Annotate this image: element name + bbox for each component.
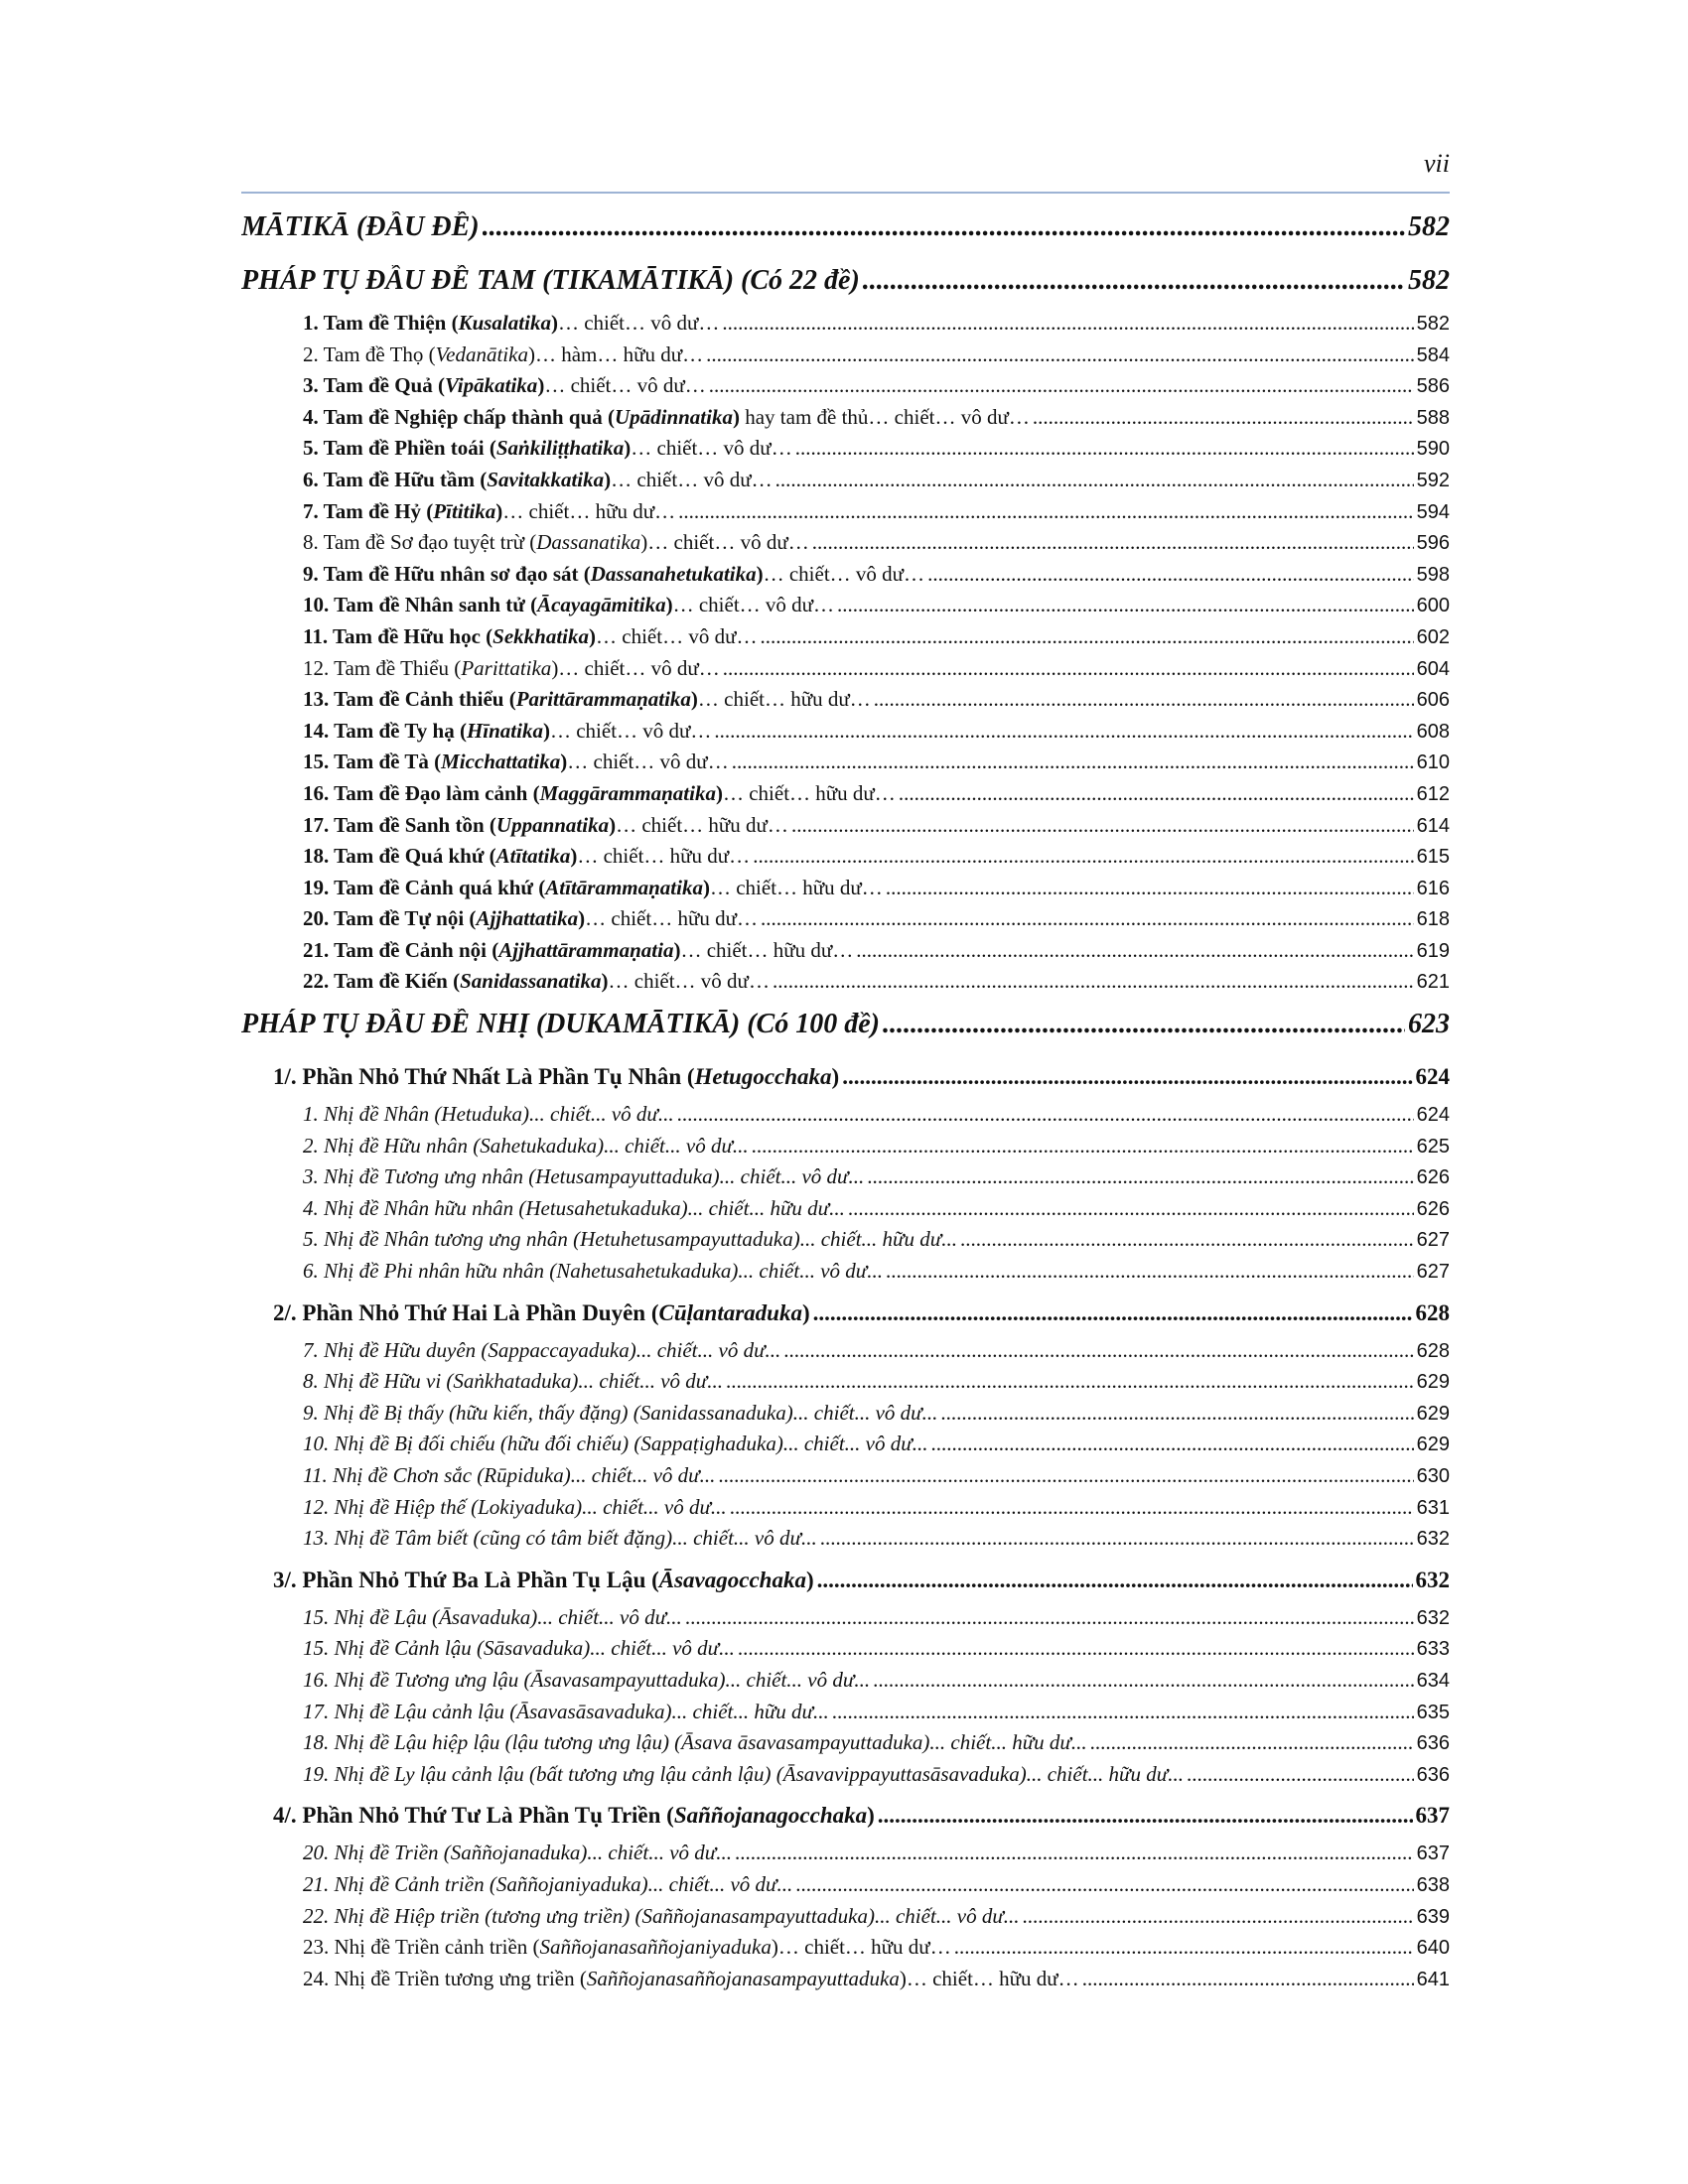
entry-pali: Atītārammaṇatika (545, 875, 703, 899)
dot-leader (722, 311, 1413, 336)
toc-entry[interactable] (241, 468, 1450, 499)
toc-section[interactable] (241, 1568, 1450, 1605)
dot-leader (848, 1196, 1414, 1221)
toc-entry[interactable] (241, 405, 1450, 437)
toc-entry-label: 3. Nhị đề Tương ưng nhân (Hetusampayuttaduka)... chiết... vô dư... (303, 1164, 865, 1189)
dot-leader (930, 1432, 1413, 1456)
toc-entry-label: 14. Tam đề Ty hạ (Hīnatika)… chiết… vô dư… (303, 718, 712, 743)
page-number: vii (1424, 149, 1450, 178)
toc-entry-label: 9. Tam đề Hữu nhân sơ đạo sát (Dassanahetukatika)… chiết… vô dư… (303, 561, 925, 586)
toc-entry-label: 18. Nhị đề Lậu hiệp lậu (lậu tương ưng lậu) (Āsava āsavasampayuttaduka)... chiết... hữu dư... (303, 1730, 1087, 1755)
toc-entry-label: 15. Nhị đề Lậu (Āsavaduka)... chiết... vô dư... (303, 1604, 682, 1629)
entry-name: 10. Tam đề Nhân sanh tử (Ācayagāmitika) (303, 593, 673, 617)
dot-leader (752, 1134, 1414, 1159)
toc-heading-tika[interactable] (241, 265, 1450, 311)
toc-entry[interactable] (241, 311, 1450, 342)
toc-entry[interactable] (241, 373, 1450, 405)
entry-name: 4. Tam đề Nghiệp chấp thành quả (Upādinnatika) (303, 404, 740, 429)
entry-pali: Saññojanasaññojanasampayuttaduka (586, 1966, 900, 1990)
toc-entry[interactable] (241, 1164, 1450, 1196)
entry-name: 16. Tam đề Đạo làm cảnh (Maggārammaṇatika) (303, 780, 723, 805)
toc-entry-label: 4. Nhị đề Nhân hữu nhân (Hetusahetukaduka)... chiết... hữu dư... (303, 1195, 845, 1220)
toc-entry-label: 19. Nhị đề Ly lậu cảnh lậu (bất tương ưng lậu cảnh lậu) (Āsavavippayuttasāsavaduka)... chiết... hữu dư... (303, 1761, 1184, 1786)
toc-entry-label: 9. Nhị đề Bị thấy (hữu kiến, thấy đặng) (Sanidassanaduka)... chiết... vô dư... (303, 1400, 938, 1425)
toc-entry-label: 20. Nhị đề Triền (Saññojanaduka)... chiết... vô dư... (303, 1841, 732, 1865)
entry-name: 11. Tam đề Hữu học (Sekkhatika) (303, 623, 597, 648)
section-pali: Saññojanagocchaka (673, 1803, 868, 1829)
dot-leader (678, 499, 1414, 524)
dot-leader (732, 750, 1414, 774)
entry-name: 15. Tam đề Tà (Micchattatika) (303, 750, 568, 774)
toc-section-label: 2/. Phần Nhỏ Thứ Hai Là Phần Duyên (Cūḷantaraduka) (273, 1299, 810, 1325)
toc-entry-page: 598 (1416, 563, 1450, 586)
toc-entry-page: 606 (1416, 689, 1450, 712)
toc-heading-duka[interactable] (241, 1009, 1450, 1054)
toc-entry-page: 634 (1416, 1669, 1450, 1692)
dot-leader (1082, 1967, 1414, 1991)
toc-entry-page: 592 (1416, 469, 1450, 491)
dot-leader (1023, 1904, 1414, 1929)
toc-entry-page: 627 (1416, 1229, 1450, 1252)
toc-entry-label: 8. Nhị đề Hữu vi (Saṅkhataduka)... chiết... vô dư... (303, 1369, 723, 1394)
toc-entry[interactable] (241, 1495, 1450, 1527)
dot-leader (735, 1841, 1414, 1865)
toc-heading-tika-label: PHÁP TỤ ĐẦU ĐỀ TAM (TIKAMĀTIKĀ) (Có 22 đề) (241, 265, 860, 296)
dot-leader (832, 1700, 1414, 1724)
toc-entry[interactable] (241, 1841, 1450, 1872)
toc-entry-label: 5. Nhị đề Nhân tương ưng nhân (Hetuhetusampayuttaduka)... chiết... hữu dư... (303, 1227, 957, 1252)
toc-entry-page: 633 (1416, 1638, 1450, 1661)
toc-entry[interactable] (241, 1338, 1450, 1370)
toc-section-page: 632 (1415, 1567, 1450, 1592)
toc-entry[interactable] (241, 687, 1450, 719)
toc-entry[interactable] (241, 1134, 1450, 1165)
dot-leader (730, 1495, 1414, 1520)
dot-leader (706, 342, 1413, 367)
toc-entry-page: 636 (1416, 1732, 1450, 1755)
toc-section[interactable] (241, 1803, 1450, 1841)
entry-pali: Dassanatika (536, 530, 641, 555)
toc-entry-label: 1. Nhị đề Nhân (Hetuduka)... chiết... vô dư... (303, 1102, 674, 1127)
toc-entry-label: 23. Nhị đề Triền cảnh triền (Saññojanasaññojaniyaduka)… chiết… hữu dư… (303, 1935, 951, 1960)
toc-entry-label: 1. Tam đề Thiện (Kusalatika)… chiết… vô dư… (303, 311, 720, 335)
dot-leader (709, 373, 1414, 398)
toc-entry[interactable] (241, 1369, 1450, 1401)
toc-entry-label: 22. Nhị đề Hiệp triền (tương ưng triền) (Saññojanasampayuttaduka)... chiết... vô dư... (303, 1903, 1020, 1928)
dot-leader (960, 1227, 1414, 1252)
dot-leader (738, 1636, 1414, 1661)
entry-name: 20. Tam đề Tự nội (Ajjhattatika) (303, 906, 586, 931)
toc-entry[interactable] (241, 1872, 1450, 1904)
toc-entry-page: 619 (1416, 939, 1450, 962)
entry-pali: Vipākatika (444, 373, 538, 398)
toc-entry-page: 600 (1416, 595, 1450, 617)
toc-entry-label: 6. Tam đề Hữu tầm (Savitakkatika)… chiết… vô dư… (303, 467, 773, 491)
dot-leader (820, 1526, 1414, 1551)
section-pali: Cūḷantaraduka (658, 1299, 802, 1325)
toc-entry-label: 19. Tam đề Cảnh quá khứ (Atītārammaṇatika)… chiết… hữu dư… (303, 875, 883, 899)
entry-name: 7. Tam đề Hỷ (Pītitika) (303, 498, 503, 523)
toc-heading-matika-label: MĀTIKĀ (ĐẦU ĐỀ) (241, 211, 480, 242)
toc-entry-page: 629 (1416, 1402, 1450, 1425)
header-rule (241, 192, 1450, 194)
toc-entry-label: 7. Tam đề Hỷ (Pītitika)… chiết… hữu dư… (303, 498, 676, 523)
toc-entry-page: 586 (1416, 375, 1450, 398)
entry-name: 18. Tam đề Quá khứ (Atītatika) (303, 844, 578, 869)
dot-leader (726, 1369, 1414, 1394)
toc-entry-page: 582 (1416, 313, 1450, 335)
toc-entry-label: 16. Nhị đề Tương ưng lậu (Āsavasampayuttaduka)... chiết... vô dư... (303, 1667, 871, 1692)
toc-entry[interactable] (241, 1526, 1450, 1558)
toc-entry-label: 6. Nhị đề Phi nhân hữu nhân (Nahetusahetukaduka)... chiết... vô dư... (303, 1259, 883, 1284)
dot-leader (873, 1668, 1414, 1693)
toc-entry[interactable] (241, 969, 1450, 1001)
toc-entry-page: 627 (1416, 1261, 1450, 1284)
toc-entry-label: 10. Tam đề Nhân sanh tử (Ācayagāmitika)… chiết… vô dư… (303, 593, 835, 617)
entry-pali: Uppannatika (495, 812, 610, 837)
entry-pali: Micchattatika (441, 750, 561, 774)
dot-leader (791, 813, 1414, 838)
toc-section-page: 628 (1415, 1299, 1450, 1325)
toc-entry-page: 614 (1416, 814, 1450, 837)
toc-entry-page: 638 (1416, 1873, 1450, 1896)
toc-entry-page: 629 (1416, 1371, 1450, 1394)
entry-pali: Upādinnatika (614, 404, 733, 429)
toc-entry-page: 584 (1416, 343, 1450, 366)
dot-leader (837, 593, 1414, 617)
toc-entry-label: 4. Tam đề Nghiệp chấp thành quả (Upādinnatika) hay tam đề thủ… chiết… vô dư… (303, 404, 1030, 429)
toc-entry[interactable] (241, 1904, 1450, 1936)
dot-leader (856, 938, 1413, 963)
toc-entry[interactable] (241, 876, 1450, 907)
dot-leader (954, 1935, 1414, 1960)
toc-entry-page: 625 (1416, 1135, 1450, 1158)
toc-entry-page: 632 (1416, 1606, 1450, 1629)
entry-name: 5. Tam đề Phiền toái (Saṅkiliṭṭhatika) (303, 436, 632, 461)
toc-entry-label: 20. Tam đề Tự nội (Ajjhattatika)… chiết… hữu dư… (303, 906, 758, 931)
toc-entry[interactable] (241, 1227, 1450, 1259)
toc-entry-label: 11. Tam đề Hữu học (Sekkhatika)… chiết… vô dư… (303, 623, 758, 648)
toc-entry[interactable] (241, 938, 1450, 970)
dot-leader (886, 876, 1414, 900)
section-pali: Āsavagocchaka (658, 1567, 806, 1592)
dot-leader (718, 1463, 1413, 1488)
dot-leader (723, 656, 1414, 681)
toc-entry-page: 596 (1416, 532, 1450, 555)
dot-leader (863, 265, 1405, 297)
entry-pali: Ajjhattārammaṇatia (498, 937, 674, 962)
entry-pali: Sekkhatika (492, 623, 590, 648)
toc-section-page: 637 (1415, 1803, 1450, 1829)
dot-leader (795, 436, 1414, 461)
toc-section-label: 1/. Phần Nhỏ Thứ Nhất Là Phần Tụ Nhân (Hetugocchaka) (273, 1064, 840, 1090)
toc-entry[interactable] (241, 1259, 1450, 1291)
toc-entry[interactable] (241, 1463, 1450, 1495)
dot-leader (483, 211, 1405, 243)
toc-entry-page: 626 (1416, 1197, 1450, 1220)
toc-entry-label: 13. Nhị đề Tâm biết (cũng có tâm biết đặng)... chiết... vô dư... (303, 1526, 817, 1551)
entry-pali: Pītitika (433, 498, 496, 523)
entry-name: 13. Tam đề Cảnh thiểu (Parittārammaṇatika) (303, 687, 698, 712)
dot-leader (760, 624, 1413, 649)
toc-section-page: 624 (1415, 1064, 1450, 1090)
dot-leader (940, 1401, 1413, 1426)
toc-section-label: 4/. Phần Nhỏ Thứ Tư Là Phần Tụ Triền (Saññojanagocchaka) (273, 1803, 875, 1829)
toc-entry-label: 17. Tam đề Sanh tồn (Uppannatika)… chiết… hữu dư… (303, 812, 788, 837)
toc-entry[interactable] (241, 656, 1450, 688)
toc-section[interactable] (241, 1300, 1450, 1338)
dot-leader (842, 1064, 1412, 1090)
table-of-contents (241, 204, 1450, 1997)
toc-entry-label: 13. Tam đề Cảnh thiểu (Parittārammaṇatika)… chiết… hữu dư… (303, 687, 871, 712)
toc-entry-label: 2. Tam đề Thọ (Vedanātika)… hàm… hữu dư… (303, 341, 704, 366)
toc-entry-label: 18. Tam đề Quá khứ (Atītatika)… chiết… hữu dư… (303, 844, 751, 869)
dot-leader (886, 1259, 1414, 1284)
dot-leader (817, 1568, 1413, 1593)
toc-heading-duka-page: 623 (1408, 1009, 1450, 1040)
toc-entry-label: 15. Nhị đề Cảnh lậu (Sāsavaduka)... chiết... vô dư... (303, 1636, 735, 1661)
dot-leader (795, 1872, 1413, 1897)
toc-entry-page: 594 (1416, 500, 1450, 523)
dot-leader (927, 562, 1414, 587)
dot-leader (753, 844, 1413, 869)
entry-pali: Parittatika (461, 655, 552, 680)
toc-entry-page: 631 (1416, 1496, 1450, 1519)
toc-entry[interactable] (241, 1668, 1450, 1700)
toc-entry[interactable] (241, 1432, 1450, 1463)
entry-name: 6. Tam đề Hữu tầm (Savitakkatika) (303, 467, 612, 491)
toc-section-label: 3/. Phần Nhỏ Thứ Ba Là Phần Tụ Lậu (Āsavagocchaka) (273, 1567, 814, 1592)
toc-entry[interactable] (241, 1967, 1450, 1998)
toc-entry-page: 624 (1416, 1104, 1450, 1127)
toc-entry-page: 628 (1416, 1339, 1450, 1362)
dot-leader (867, 1164, 1413, 1189)
dot-leader (761, 906, 1414, 931)
entry-pali: Dassanahetukatika (590, 561, 757, 586)
toc-entry-label: 21. Nhị đề Cảnh triền (Saññojaniyaduka)... chiết... vô dư... (303, 1871, 793, 1896)
entry-pali: Sanidassanatika (460, 969, 602, 994)
entry-name: 22. Tam đề Kiến (Sanidassanatika) (303, 969, 609, 994)
toc-entry[interactable] (241, 750, 1450, 781)
toc-entry[interactable] (241, 1730, 1450, 1762)
toc-entry-page: 621 (1416, 971, 1450, 994)
toc-entry-page: 610 (1416, 751, 1450, 774)
entry-pali: Saññojanasaññojaniyaduka (539, 1935, 772, 1960)
toc-entry[interactable] (241, 1935, 1450, 1967)
toc-entry[interactable] (241, 530, 1450, 562)
toc-entry-page: 615 (1416, 846, 1450, 869)
entry-pali: Maggārammaṇatika (539, 780, 716, 805)
dot-leader (813, 1300, 1413, 1326)
entry-name: 19. Tam đề Cảnh quá khứ (Atītārammaṇatika) (303, 875, 710, 899)
entry-name: 9. Tam đề Hữu nhân sơ đạo sát (Dassanahetukatika) (303, 561, 764, 586)
dot-leader (775, 468, 1414, 492)
toc-entry-page: 640 (1416, 1937, 1450, 1960)
dot-leader (773, 969, 1414, 994)
dot-leader (714, 719, 1413, 744)
toc-heading-tika-page: 582 (1408, 265, 1450, 296)
toc-entry-label: 8. Tam đề Sơ đạo tuyệt trừ (Dassanatika)… chiết… vô dư… (303, 530, 809, 555)
toc-entry-label: 12. Tam đề Thiểu (Parittatika)… chiết… vô dư… (303, 655, 720, 680)
toc-entry[interactable] (241, 719, 1450, 751)
toc-section[interactable] (241, 1064, 1450, 1102)
toc-entry-label: 10. Nhị đề Bị đối chiếu (hữu đối chiếu) (Sappaṭighaduka)... chiết... vô dư... (303, 1432, 928, 1456)
toc-entry-page: 636 (1416, 1763, 1450, 1786)
entry-pali: Atītatika (495, 844, 571, 869)
entry-name: 21. Tam đề Cảnh nội (Ajjhattārammaṇatia) (303, 937, 681, 962)
toc-entry[interactable] (241, 342, 1450, 374)
toc-entry-label: 22. Tam đề Kiến (Sanidassanatika)… chiết… vô dư… (303, 969, 770, 994)
toc-entry-page: 602 (1416, 625, 1450, 648)
toc-entry-label: 7. Nhị đề Hữu duyên (Sappaccayaduka)... chiết... vô dư... (303, 1337, 781, 1362)
toc-entry-label: 11. Nhị đề Chơn sắc (Rūpiduka)... chiết... vô dư... (303, 1463, 716, 1487)
toc-entry-label: 3. Tam đề Quả (Vipākatika)… chiết… vô dư… (303, 373, 706, 398)
toc-entry-label: 17. Nhị đề Lậu cảnh lậu (Āsavasāsavaduka)... chiết... hữu dư... (303, 1699, 829, 1723)
toc-entry-page: 604 (1416, 657, 1450, 680)
toc-entry-label: 24. Nhị đề Triền tương ưng triền (Saññojanasaññojanasampayuttaduka)… chiết… hữu dư… (303, 1966, 1079, 1990)
toc-entry-page: 590 (1416, 438, 1450, 461)
toc-heading-matika-page: 582 (1408, 211, 1450, 242)
dot-leader (677, 1102, 1414, 1127)
toc-entry-label: 16. Tam đề Đạo làm cảnh (Maggārammaṇatika)… chiết… hữu dư… (303, 780, 896, 805)
toc-entry[interactable] (241, 844, 1450, 876)
toc-entry-page: 635 (1416, 1701, 1450, 1723)
dot-leader (878, 1803, 1413, 1829)
toc-entry-page: 612 (1416, 782, 1450, 805)
dot-leader (874, 687, 1414, 712)
toc-entry[interactable] (241, 499, 1450, 531)
toc-heading-duka-label: PHÁP TỤ ĐẦU ĐỀ NHỊ (DUKAMĀTIKĀ) (Có 100 đề) (241, 1009, 880, 1040)
toc-entry-page: 626 (1416, 1166, 1450, 1189)
toc-entry[interactable] (241, 624, 1450, 656)
toc-entry[interactable] (241, 813, 1450, 845)
toc-entry[interactable] (241, 1401, 1450, 1433)
toc-entry-page: 618 (1416, 908, 1450, 931)
toc-entry-page: 608 (1416, 720, 1450, 743)
toc-entry[interactable] (241, 781, 1450, 813)
toc-entry[interactable] (241, 436, 1450, 468)
entry-name: 14. Tam đề Ty hạ (Hīnatika) (303, 718, 550, 743)
toc-entry[interactable] (241, 1762, 1450, 1794)
section-pali: Hetugocchaka (694, 1064, 832, 1090)
toc-entry[interactable] (241, 1196, 1450, 1228)
dot-leader (1187, 1762, 1414, 1787)
entry-name: 1. Tam đề Thiện (Kusalatika) (303, 311, 558, 335)
toc-entry-label: 5. Tam đề Phiền toái (Saṅkiliṭṭhatika)… chiết… vô dư… (303, 436, 792, 461)
toc-entry[interactable] (241, 1700, 1450, 1731)
toc-entry[interactable] (241, 906, 1450, 938)
dot-leader (783, 1338, 1413, 1363)
entry-name: 17. Tam đề Sanh tồn (Uppannatika) (303, 812, 617, 837)
toc-entry-label: 2. Nhị đề Hữu nhân (Sahetukaduka)... chiết... vô dư... (303, 1133, 749, 1158)
entry-pali: Ācayagāmitika (537, 593, 666, 617)
dot-leader (1033, 405, 1414, 430)
entry-pali: Ajjhattatika (476, 906, 579, 931)
entry-name: 3. Tam đề Quả (Vipākatika) (303, 373, 545, 398)
dot-leader (899, 781, 1414, 806)
toc-entry-page: 629 (1416, 1433, 1450, 1456)
toc-entry-page: 639 (1416, 1905, 1450, 1928)
toc-entry-label: 12. Nhị đề Hiệp thế (Lokiyaduka)... chiết... vô dư... (303, 1494, 727, 1519)
dot-leader (883, 1009, 1405, 1040)
toc-entry[interactable] (241, 593, 1450, 624)
entry-pali: Hīnatika (466, 718, 543, 743)
dot-leader (685, 1605, 1414, 1630)
entry-pali: Savitakkatika (487, 467, 605, 491)
toc-entry-page: 641 (1416, 1968, 1450, 1990)
toc-entry-page: 632 (1416, 1528, 1450, 1551)
entry-pali: Saṅkiliṭṭhatika (495, 436, 625, 461)
toc-entry[interactable] (241, 1636, 1450, 1668)
toc-entry-label: 21. Tam đề Cảnh nội (Ajjhattārammaṇatia)… chiết… hữu dư… (303, 937, 854, 962)
toc-entry[interactable] (241, 1102, 1450, 1134)
toc-entry[interactable] (241, 1605, 1450, 1637)
dot-leader (1090, 1730, 1414, 1755)
toc-entry-page: 616 (1416, 877, 1450, 899)
entry-pali: Kusalatika (458, 311, 551, 335)
toc-heading-matika[interactable] (241, 211, 1450, 257)
entry-pali: Parittārammaṇatika (515, 687, 691, 712)
toc-entry-page: 630 (1416, 1465, 1450, 1487)
entry-pali: Vedanātika (435, 341, 528, 366)
dot-leader (812, 530, 1414, 555)
toc-entry-page: 588 (1416, 406, 1450, 429)
toc-entry[interactable] (241, 562, 1450, 594)
toc-entry-label: 15. Tam đề Tà (Micchattatika)… chiết… vô dư… (303, 750, 729, 774)
toc-entry-page: 637 (1416, 1843, 1450, 1865)
